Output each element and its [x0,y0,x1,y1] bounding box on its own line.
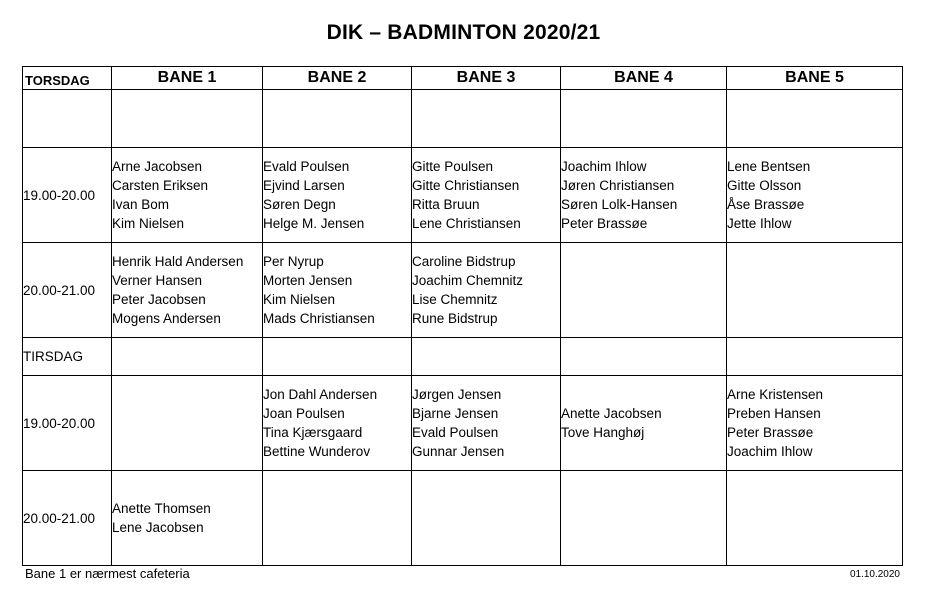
day-label-tirsdag: TIRSDAG [23,338,112,376]
player-name: Kim Nielsen [263,292,336,307]
court-5-cell [727,148,903,243]
player-name: Kim Nielsen [112,216,185,231]
time-cell: 19.00-20.00 [23,376,112,471]
player-name: Lene Bentsen [727,159,811,174]
player-name: Peter Brassøe [561,216,648,231]
empty-cell [263,338,412,376]
footer-date: 01.10.2020 [849,569,900,580]
court-header-2: BANE 2 [263,67,412,90]
player-name: Joachim Chemnitz [412,273,524,288]
player-name: Rune Bidstrup [412,311,498,326]
player-name: Ritta Bruun [412,197,480,212]
player-name: Anette Jacobsen [561,406,662,421]
court-header-5: BANE 5 [727,67,903,90]
empty-cell [112,338,263,376]
court-3-cell [412,376,561,471]
time-cell: 20.00-21.00 [23,243,112,338]
player-name: Anette Thomsen [112,501,211,516]
player-name: Helge M. Jensen [263,216,365,231]
player-name: Jon Dahl Andersen [263,387,378,402]
player-name: Joan Poulsen [263,406,345,421]
player-name: Jørgen Jensen [412,387,502,402]
player-name: Verner Hansen [112,273,203,288]
player-name: Peter Jacobsen [112,292,206,307]
empty-cell [561,90,727,148]
tirsdag-label-row [23,338,903,376]
court-header-1: BANE 1 [112,67,263,90]
empty-cell [112,90,263,148]
time-cell: 20.00-21.00 [23,471,112,566]
court-2-cell [263,376,412,471]
court-1-cell [112,471,263,566]
spacer-row [23,90,903,148]
player-name: Gitte Poulsen [412,159,494,174]
player-name: Lene Jacobsen [112,520,204,535]
player-name: Søren Degn [263,197,336,212]
player-name: Åse Brassøe [727,197,805,212]
court-5-cell [727,243,903,338]
player-name: Ejvind Larsen [263,178,345,193]
player-name: Ivan Bom [112,197,170,212]
empty-cell [412,90,561,148]
torsdag-slot-1-row [23,148,903,243]
player-name: Morten Jensen [263,273,353,288]
time-cell: 19.00-20.00 [23,148,112,243]
player-name: Peter Brassøe [727,425,814,440]
player-name: Lise Chemnitz [412,292,498,307]
empty-cell [263,90,412,148]
court-3-cell [412,148,561,243]
player-name: Mads Christiansen [263,311,375,326]
player-name: Tina Kjærsgaard [263,425,363,440]
player-name: Søren Lolk-Hansen [561,197,678,212]
empty-cell [561,338,727,376]
player-name: Evald Poulsen [412,425,499,440]
player-name: Tove Hanghøj [561,425,645,440]
player-name: Arne Jacobsen [112,159,203,174]
schedule-table [22,66,903,566]
player-name: Caroline Bidstrup [412,254,516,269]
court-3-cell [412,471,561,566]
player-name: Lene Christiansen [412,216,521,231]
empty-cell [412,338,561,376]
player-name: Jøren Christiansen [561,178,675,193]
court-4-cell [561,471,727,566]
empty-cell [23,90,112,148]
day-header-torsdag: TORSDAG [23,67,112,90]
player-name: Preben Hansen [727,406,821,421]
header-row [23,67,903,90]
player-name: Joachim Ihlow [727,444,813,459]
player-name: Joachim Ihlow [561,159,647,174]
court-2-cell [263,148,412,243]
player-name: Gitte Olsson [727,178,802,193]
footer-note: Bane 1 er nærmest cafeteria [25,566,190,581]
court-4-cell [561,148,727,243]
player-name: Gitte Christiansen [412,178,520,193]
tirsdag-slot-2-row [23,471,903,566]
page-title: DIK – BADMINTON 2020/21 [326,21,601,44]
player-name: Carsten Eriksen [112,178,209,193]
court-1-cell [112,243,263,338]
player-name: Jette Ihlow [727,216,792,231]
player-name: Arne Kristensen [727,387,824,402]
empty-cell [727,90,903,148]
court-header-4: BANE 4 [561,67,727,90]
player-name: Mogens Andersen [112,311,221,326]
player-name: Bjarne Jensen [412,406,499,421]
court-2-cell [263,471,412,566]
court-4-cell [561,376,727,471]
court-1-cell [112,376,263,471]
torsdag-slot-2-row [23,243,903,338]
tirsdag-slot-1-row [23,376,903,471]
court-5-cell [727,471,903,566]
player-name: Bettine Wunderov [263,444,371,459]
empty-cell [727,338,903,376]
player-name: Gunnar Jensen [412,444,505,459]
court-2-cell [263,243,412,338]
court-4-cell [561,243,727,338]
player-name: Henrik Hald Andersen [112,254,244,269]
court-3-cell [412,243,561,338]
court-header-3: BANE 3 [412,67,561,90]
court-1-cell [112,148,263,243]
player-name: Per Nyrup [263,254,324,269]
court-5-cell [727,376,903,471]
player-name: Evald Poulsen [263,159,350,174]
